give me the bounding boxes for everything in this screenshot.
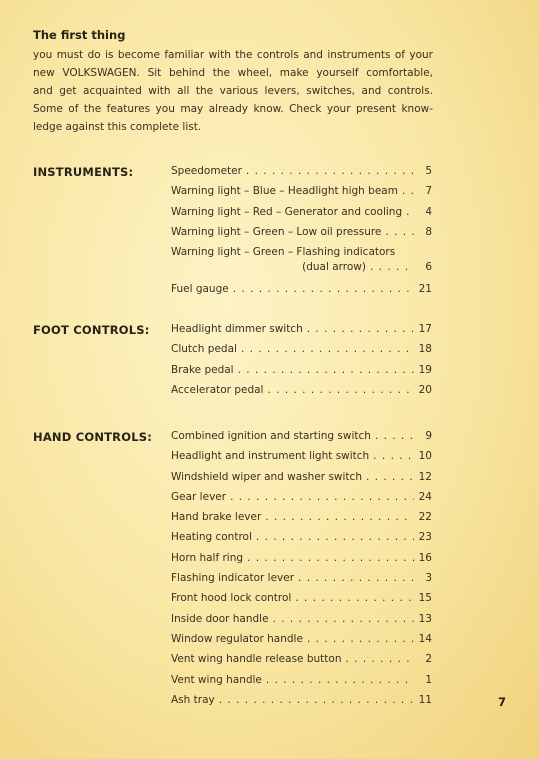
item-label: Windshield wiper and washer switch xyxy=(171,470,362,483)
list-item xyxy=(171,633,432,653)
list-item xyxy=(171,384,432,404)
dot-leader xyxy=(265,511,414,523)
list-item xyxy=(171,364,432,384)
list-item xyxy=(171,283,432,303)
item-page: 11 xyxy=(418,693,432,706)
item-label: Warning light – Green – Low oil pressure xyxy=(171,225,382,238)
dot-leader xyxy=(307,633,414,645)
list-item xyxy=(171,450,432,470)
item-label: Combined ignition and starting switch xyxy=(171,430,371,442)
list-item xyxy=(171,592,432,612)
item-label: Headlight and instrument light switch xyxy=(171,450,370,463)
item-page: 16 xyxy=(418,551,432,564)
section-title-foot-controls: FOOT CONTROLS: xyxy=(33,323,150,337)
item-page: 2 xyxy=(425,653,432,666)
dot-leader xyxy=(370,261,414,273)
item-page: 17 xyxy=(418,323,432,335)
intro-paragraph xyxy=(33,46,433,136)
item-label: Warning light – Green – Flashing indicators xyxy=(171,246,396,259)
item-page: 21 xyxy=(418,282,432,295)
foot-controls-list xyxy=(171,323,432,404)
list-item xyxy=(171,674,432,694)
instruments-list xyxy=(171,165,432,303)
list-item xyxy=(171,531,432,551)
intro-line: ledge against this complete list. xyxy=(33,121,202,133)
dot-leader xyxy=(385,226,414,238)
list-item xyxy=(171,430,432,450)
item-label: Warning light – Red – Generator and cooling xyxy=(171,205,403,218)
list-item xyxy=(171,471,432,491)
dot-leader xyxy=(267,384,414,396)
intro-line: Some of the features you may already know. Check your present know- xyxy=(33,103,433,115)
list-item xyxy=(171,323,432,343)
intro-line: and get acquainted with all the various levers, switches, and controls. xyxy=(33,85,433,97)
item-page: 7 xyxy=(425,185,432,198)
item-label: Brake pedal xyxy=(171,363,234,376)
list-item xyxy=(171,343,432,363)
dot-leader xyxy=(307,323,414,335)
dot-leader xyxy=(298,572,414,584)
item-page: 23 xyxy=(418,531,432,544)
item-label: Vent wing handle release button xyxy=(171,653,342,666)
item-page: 6 xyxy=(425,261,432,274)
list-item xyxy=(171,572,432,592)
item-page: 20 xyxy=(418,383,432,396)
page-number: 7 xyxy=(498,695,507,709)
item-label: Gear lever xyxy=(171,490,227,503)
list-item xyxy=(171,694,432,714)
list-item xyxy=(171,613,432,633)
item-label: Inside door handle xyxy=(171,612,269,625)
dot-leader xyxy=(238,364,414,376)
list-item xyxy=(171,511,432,531)
dot-leader xyxy=(375,430,414,442)
dot-leader xyxy=(406,206,414,218)
item-label: Fuel gauge xyxy=(171,282,229,295)
item-page: 5 xyxy=(425,165,432,177)
item-page: 13 xyxy=(418,612,432,625)
item-label: Hand brake lever xyxy=(171,511,262,524)
list-item xyxy=(171,552,432,572)
item-page: 15 xyxy=(418,592,432,605)
list-item xyxy=(171,246,432,283)
intro-line: new VOLKSWAGEN. Sit behind the wheel, make yourself comfortable, xyxy=(33,67,433,79)
dot-leader xyxy=(241,343,414,355)
item-label: Headlight dimmer switch xyxy=(171,323,303,335)
list-item xyxy=(171,653,432,673)
item-label: Clutch pedal xyxy=(171,343,237,356)
section-title-hand-controls: HAND CONTROLS: xyxy=(33,430,153,444)
dot-leader xyxy=(366,471,414,483)
item-label: Front hood lock control xyxy=(171,592,292,605)
item-page: 1 xyxy=(425,673,432,686)
hand-controls-list xyxy=(171,430,432,714)
item-label: Flashing indicator lever xyxy=(171,572,295,585)
section-title-instruments: INSTRUMENTS: xyxy=(33,165,134,179)
list-item xyxy=(171,206,432,226)
item-label: Horn half ring xyxy=(171,551,244,564)
dot-leader xyxy=(345,653,414,665)
dot-leader xyxy=(247,552,414,564)
item-page: 22 xyxy=(418,511,432,524)
list-item xyxy=(171,185,432,205)
item-page: 10 xyxy=(418,450,432,463)
dot-leader xyxy=(266,674,414,686)
item-page: 18 xyxy=(418,343,432,356)
dot-leader xyxy=(273,613,414,625)
dot-leader xyxy=(402,185,414,197)
item-label-continued: (dual arrow) xyxy=(302,261,366,274)
item-page: 3 xyxy=(425,572,432,585)
dot-leader xyxy=(233,283,414,295)
dot-leader xyxy=(246,165,414,177)
item-label: Window regulator handle xyxy=(171,632,303,645)
dot-leader xyxy=(295,592,414,604)
item-page: 12 xyxy=(418,470,432,483)
list-item xyxy=(171,226,432,246)
section-heading: The first thing xyxy=(33,28,126,42)
item-page: 4 xyxy=(425,205,432,218)
item-label: Ash tray xyxy=(171,693,215,706)
dot-leader xyxy=(373,450,414,462)
item-page: 8 xyxy=(425,225,432,238)
dot-leader xyxy=(256,531,414,543)
list-item xyxy=(171,165,432,185)
item-page: 9 xyxy=(425,430,432,442)
item-label: Speedometer xyxy=(171,165,242,177)
list-item xyxy=(171,491,432,511)
intro-line: you must do is become familiar with the controls and instruments of your xyxy=(33,49,433,61)
dot-leader xyxy=(230,491,414,503)
item-label: Warning light – Blue – Headlight high beam xyxy=(171,185,398,198)
item-label: Vent wing handle xyxy=(171,673,262,686)
item-page: 19 xyxy=(418,363,432,376)
dot-leader xyxy=(219,694,414,706)
item-page: 24 xyxy=(418,490,432,503)
item-page: 14 xyxy=(418,632,432,645)
item-label: Accelerator pedal xyxy=(171,383,264,396)
item-label: Heating control xyxy=(171,531,252,544)
